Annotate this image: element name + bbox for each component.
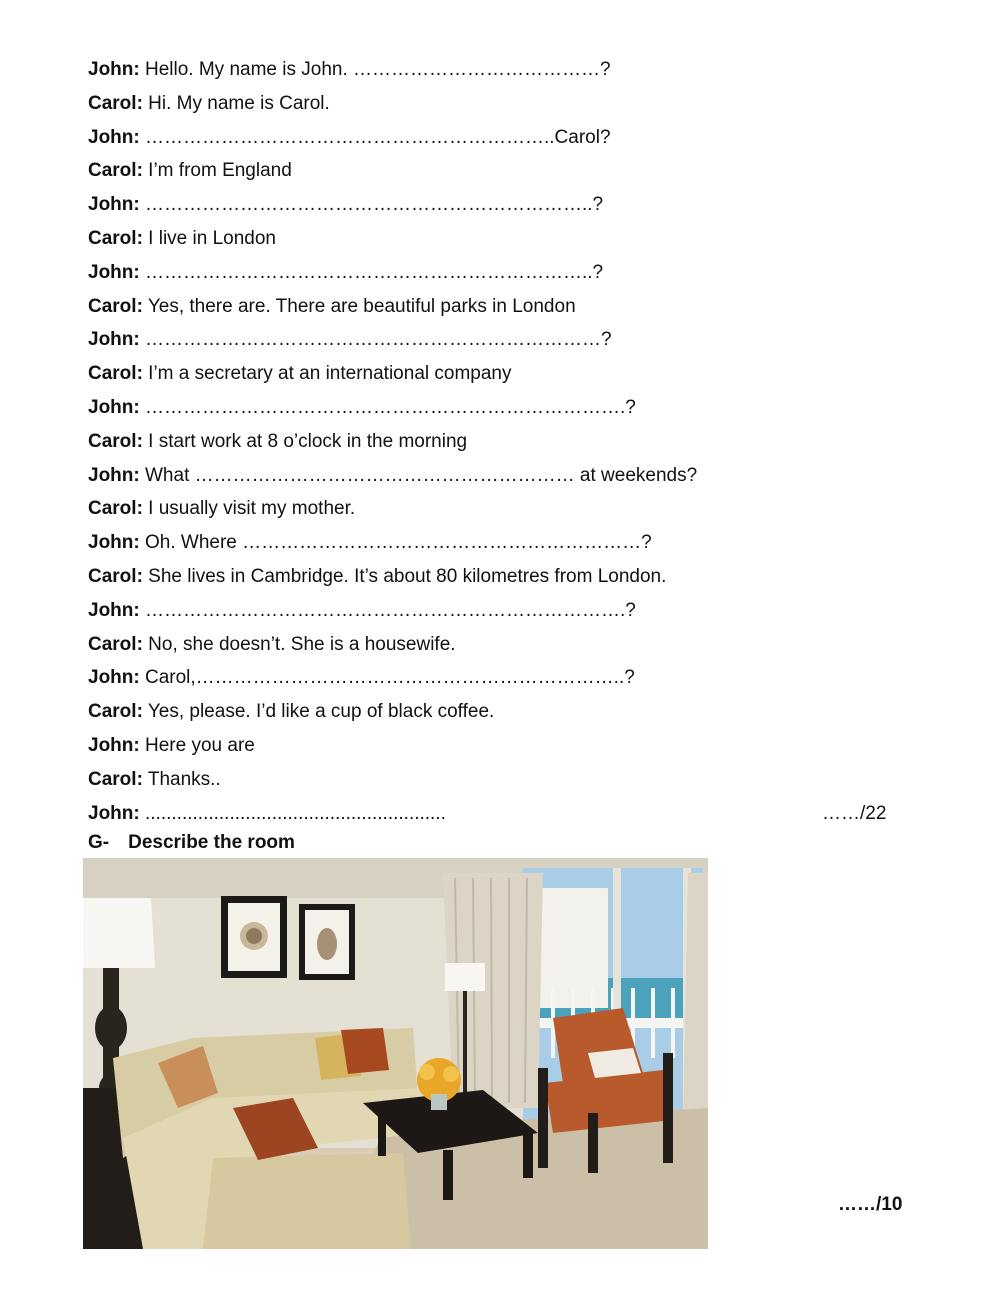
line-text: No, she doesn’t. She is a housewife. xyxy=(142,633,456,655)
speaker-label: Carol: xyxy=(88,565,143,587)
line-text: Thanks.. xyxy=(142,768,221,790)
room-photo xyxy=(83,858,708,1249)
speaker-label: Carol: xyxy=(88,768,143,790)
line-text: Yes, there are. There are beautiful parks in London xyxy=(142,295,576,317)
speaker-label: Carol: xyxy=(88,701,143,723)
line-text: ......................................................... xyxy=(139,802,446,824)
speaker-label: Carol: xyxy=(88,227,143,249)
dialogue-line xyxy=(88,631,908,665)
speaker-label: John: xyxy=(88,802,140,824)
dialogue-line xyxy=(88,394,908,428)
dialogue-line xyxy=(88,597,908,631)
dialogue-line xyxy=(88,56,908,90)
dialogue-line xyxy=(88,529,908,563)
dialogue-line xyxy=(88,225,908,259)
dialogue-line xyxy=(88,90,908,124)
section-letter: G- xyxy=(88,832,110,853)
speaker-label: Carol: xyxy=(88,160,143,182)
dialogue-line xyxy=(88,664,908,698)
speaker-label: John: xyxy=(88,396,140,418)
section-heading xyxy=(88,832,295,854)
dialogue-line xyxy=(88,766,908,800)
cushion xyxy=(341,1028,389,1074)
speaker-label: John: xyxy=(88,261,140,283)
dialogue-line xyxy=(88,259,908,293)
speaker-label: John: xyxy=(88,59,140,80)
line-text: Oh. Where ………………………………………………………? xyxy=(139,532,652,554)
dialogue-line xyxy=(88,124,908,158)
line-text: Carol,…………………………………………………………..? xyxy=(139,667,635,689)
line-text: I’m a secretary at an international company xyxy=(142,363,512,385)
line-text: She lives in Cambridge. It’s about 80 kilometres from London. xyxy=(142,565,667,587)
speaker-label: Carol: xyxy=(88,92,143,114)
room-illustration xyxy=(83,858,708,1249)
line-text: Hello. My name is John. …………………………………? xyxy=(139,59,611,80)
lamp-shade-middle xyxy=(445,963,485,991)
speaker-label: John: xyxy=(88,464,140,486)
dialogue-line xyxy=(88,293,908,327)
dialogue-line xyxy=(88,191,908,225)
photo-score: ……/10 xyxy=(838,1194,903,1215)
line-text: ………………………………………………………………….? xyxy=(139,599,636,621)
speaker-label: Carol: xyxy=(88,363,143,385)
section-title: Describe the room xyxy=(128,832,295,853)
speaker-label: Carol: xyxy=(88,633,143,655)
speaker-label: John: xyxy=(88,667,140,689)
line-text: Yes, please. I’d like a cup of black coffee. xyxy=(142,701,495,723)
line-text: I’m from England xyxy=(142,160,292,182)
armchair-cushion xyxy=(588,1048,641,1078)
speaker-label: Carol: xyxy=(88,295,143,317)
dialogue-line xyxy=(88,428,908,462)
line-text: I usually visit my mother. xyxy=(142,498,356,520)
dialogue-line xyxy=(88,563,908,597)
dialogue-line xyxy=(88,698,908,732)
dialogue-line xyxy=(88,800,908,834)
dialogue-line xyxy=(88,462,908,496)
line-text: ……………………………………………………………..? xyxy=(139,194,604,216)
speaker-label: Carol: xyxy=(88,498,143,520)
speaker-label: John: xyxy=(88,194,140,216)
line-text: I start work at 8 o’clock in the morning xyxy=(142,430,468,452)
line-text: ………………………………………………………………? xyxy=(139,329,612,351)
line-text: Hi. My name is Carol. xyxy=(142,92,330,114)
sofa-arm xyxy=(203,1153,411,1249)
speaker-label: Carol: xyxy=(88,430,143,452)
line-text: What …………………………………………………… at weekends? xyxy=(139,464,698,486)
dialogue-line xyxy=(88,157,908,191)
line-text: ……………………………………………………………..? xyxy=(139,261,604,283)
line-text: Here you are xyxy=(139,734,255,756)
dialogue-line xyxy=(88,360,908,394)
dialogue xyxy=(88,56,908,833)
speaker-label: John: xyxy=(88,734,140,756)
speaker-label: John: xyxy=(88,599,140,621)
dialogue-line xyxy=(88,326,908,360)
speaker-label: John: xyxy=(88,126,140,148)
lamp-shade-left xyxy=(83,898,155,968)
dialogue-line xyxy=(88,732,908,766)
line-text: ………………………………………………………………….? xyxy=(139,396,636,418)
speaker-label: John: xyxy=(88,532,140,554)
dialogue-line xyxy=(88,495,908,529)
speaker-label: John: xyxy=(88,329,140,351)
line-text: ………………………………………………………..Carol? xyxy=(139,126,611,148)
dialogue-score: ……/22 xyxy=(822,802,887,824)
line-text: I live in London xyxy=(142,227,276,249)
